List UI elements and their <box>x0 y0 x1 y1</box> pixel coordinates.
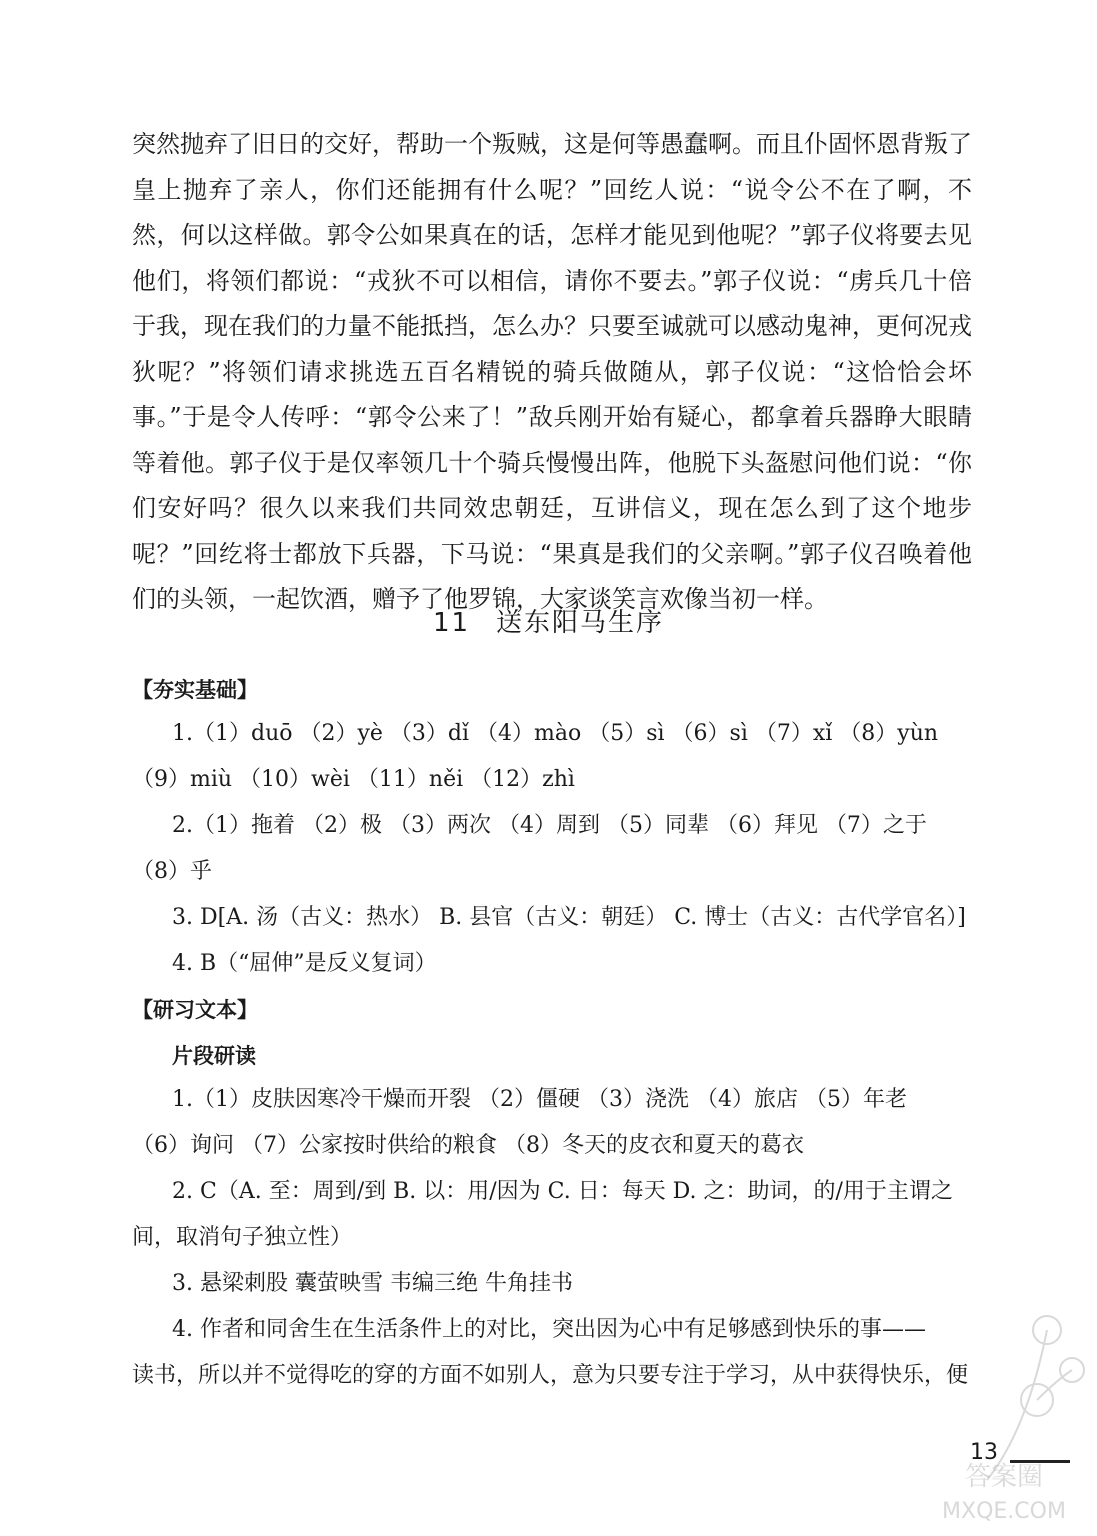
answer-line: 4. 作者和同舍生在生活条件上的对比，突出因为心中有足够感到快乐的事—— <box>172 1317 926 1342</box>
section-heading-basics: 【夯实基础】 <box>132 678 258 702</box>
lesson-number: 11 <box>432 608 471 638</box>
page-number: 13 <box>970 1440 998 1465</box>
watermark-logo-icon <box>919 1450 1089 1530</box>
answer-line: 1.（1）duō （2）yè （3）dǐ （4）mào （5）sì （6）sì （7）xǐ （8）yùn <box>172 721 939 746</box>
answer-line: （9）miù （10）wèi （11）něi （12）zhì <box>132 767 575 792</box>
intro-paragraph: 突然抛弃了旧日的交好，帮助一个叛贼，这是何等愚蠢啊。而且仆固怀恩背叛了皇上抛弃了亲人，你们还能拥有什么呢？”回纥人说：“说令公不在了啊，不然，何以这样做。郭令公如果真在的话，怎样才能见到他呢？”郭子仪将要去见他们，将领们都说：“戎狄不可以相信，请你不要去。”郭子仪说：“虏兵几十倍于我，现在我们的力量不能抵挡，怎么办？只要至诚就可以感动鬼神，更何况戎狄呢？”将领们请求挑选五百名精锐的骑兵做随从，郭子仪说：“这恰恰会坏事。”于是令人传呼：“郭令公来了！”敌兵刚开始有疑心，都拿着兵器睁大眼睛等着他。郭子仪于是仅率领几十个骑兵慢慢出阵，他脱下头盔慰问他们说：“你们安好吗？很久以来我们共同效忠朝廷，互讲信义，现在怎么到了这个地步呢？”回纥将士都放下兵器，下马说：“果真是我们的父亲啊。”郭子仪召唤着他们的头领，一起饮酒，赠予了他罗锦，大家谈笑言欢像当初一样。 <box>132 130 972 613</box>
answer-line: 读书，所以并不觉得吃的穿的方面不如别人，意为只要专注于学习，从中获得快乐，便 <box>132 1363 969 1388</box>
svg-text:MXQE.COM: MXQE.COM <box>942 1499 1066 1524</box>
answer-line: 2. C（A. 至：周到/到 B. 以：用/因为 C. 日：每天 D. 之：助词，的/用于主谓之 <box>172 1179 953 1204</box>
lesson-title <box>0 602 1097 639</box>
section-heading-study: 【研习文本】 <box>132 998 258 1022</box>
answer-line: 3. 悬梁刺股 囊萤映雪 韦编三绝 牛角挂书 <box>172 1271 573 1296</box>
subheading-fragment: 片段研读 <box>172 1044 256 1068</box>
answer-line: （8）乎 <box>132 859 212 884</box>
answer-line: （6）询问 （7）公家按时供给的粮食 （8）冬天的皮衣和夏天的葛衣 <box>132 1133 804 1158</box>
answer-line: 1.（1）皮肤因寒冷干燥而开裂 （2）僵硬 （3）浇洗 （4）旅店 （5）年老 <box>172 1087 907 1112</box>
svg-text:答案圈: 答案圈 <box>964 1462 1044 1492</box>
answer-line: 间，取消句子独立性） <box>132 1225 353 1250</box>
lesson-name: 送东阳马生序 <box>496 608 665 638</box>
answer-line: 4. B（“屈伸”是反义复词） <box>172 951 437 976</box>
answer-line: 3. D[A. 汤（古义：热水） B. 县官（古义：朝廷） C. 博士（古义：古代学官名）] <box>172 905 966 930</box>
answer-line: 2.（1）拖着 （2）极 （3）两次 （4）周到 （5）同辈 （6）拜见 （7）之于 <box>172 813 927 838</box>
